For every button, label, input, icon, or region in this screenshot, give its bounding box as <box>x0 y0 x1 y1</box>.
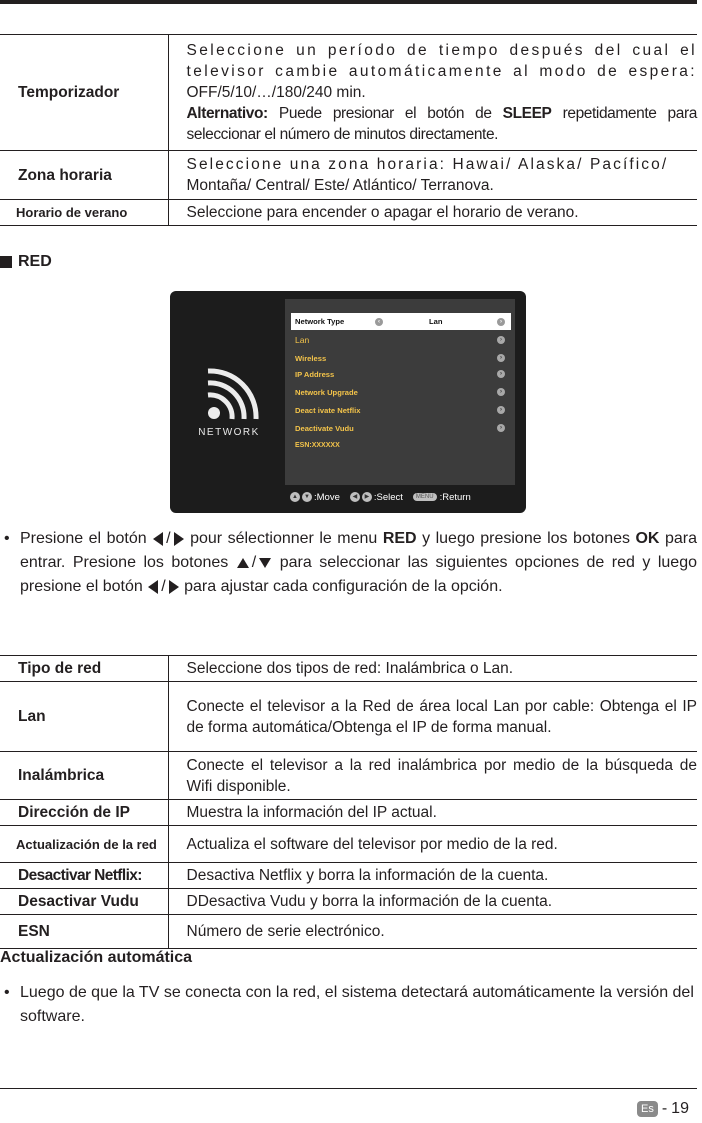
footer-dash: - <box>661 1100 668 1117</box>
chevron-right-icon: › <box>497 370 505 378</box>
alternative-text-2: repetidamente para seleccionar el número de minutos directamente. <box>186 105 697 143</box>
square-bullet-icon <box>0 256 12 268</box>
row-key: Horario de verano <box>0 200 168 226</box>
menu-item-ip-address[interactable] <box>291 367 511 381</box>
bullet-dot: • <box>4 984 10 1001</box>
row-value: Conecte el televisor a la red inalámbrica por medio de la búsqueda de Wifi disponible. <box>168 752 697 800</box>
instruction-text: Presione el botón / pour sélectionner le menu RED y luego presione los botones OK para entrar. Presione los botones / para seleccionar las siguientes opciones de red y luego presione el botón / para ajustar cada configuración de la opción. <box>20 530 698 595</box>
row-key: Temporizador <box>0 35 168 151</box>
bullet-dot: • <box>4 530 10 547</box>
return-hint-label: :Return <box>439 491 471 503</box>
chevron-right-icon: › <box>497 406 505 414</box>
select-hint-label: :Select <box>373 491 403 503</box>
up-arrow-icon <box>237 558 249 568</box>
section-title-text: RED <box>18 253 52 270</box>
timer-options: OFF/5/10/…/180/240 min. <box>186 84 366 101</box>
left-arrow-icon <box>148 580 158 594</box>
row-key: Lan <box>0 682 168 752</box>
row-value <box>168 151 697 200</box>
menu-item-network-upgrade[interactable] <box>291 385 511 399</box>
ok-keyword: OK <box>635 530 660 547</box>
chevron-right-icon: › <box>497 424 505 432</box>
menu-item-label: Network Upgrade <box>295 387 358 397</box>
row-value: DDesactiva Vudu y borra la información de la cuenta. <box>168 889 697 915</box>
auto-update-bullet <box>0 981 697 1029</box>
row-key: Zona horaria <box>0 151 168 200</box>
alternative-text-1: Puede presionar el botón de <box>267 105 503 122</box>
menu-item-deactivate-netflix[interactable] <box>291 403 511 417</box>
move-hint <box>290 492 340 503</box>
right-arrow-icon <box>174 532 184 546</box>
menu-item-label: Wireless <box>295 353 327 363</box>
table-row <box>0 35 697 151</box>
row-key: Desactivar Netflix: <box>0 863 168 889</box>
table-row <box>0 656 697 682</box>
timezone-options: Montaña/ Central/ Este/ Atlántico/ Terranova. <box>186 177 494 194</box>
menu-item-esn <box>291 438 511 452</box>
text-segment: para ajustar cada configuración de la opción. <box>179 578 503 595</box>
text-segment: y luego presione los botones <box>416 530 636 547</box>
down-arrow-icon <box>259 558 271 568</box>
row-key: Dirección de IP <box>0 800 168 826</box>
settings-table-time <box>0 34 697 226</box>
timer-description: Seleccione un período de tiempo después del cual el televisor cambie automáticamente al modo de espera: <box>186 42 697 80</box>
page-footer <box>637 1100 689 1118</box>
network-menu-panel <box>285 299 515 485</box>
row-value: Seleccione para encender o apagar el horario de verano. <box>168 200 697 226</box>
row-key: Inalámbrica <box>0 752 168 800</box>
row-value: Muestra la información del IP actual. <box>168 800 697 826</box>
table-row <box>0 889 697 915</box>
instruction-bullet <box>0 527 697 599</box>
page-number: 19 <box>671 1100 689 1117</box>
network-logo-label: NETWORK <box>198 427 260 438</box>
menu-item-label: Deact ivate Netflix <box>295 405 361 415</box>
chevron-right-icon: › <box>497 388 505 396</box>
arrow-down-icon: ▼ <box>302 492 312 502</box>
row-value: Número de serie electrónico. <box>168 915 697 949</box>
text-segment: pour sélectionner le menu <box>184 530 383 547</box>
chevron-left-icon: ‹ <box>375 318 383 326</box>
network-type-row[interactable] <box>291 313 511 330</box>
select-hint <box>350 492 403 503</box>
row-value: Actualiza el software del televisor por medio de la red. <box>168 826 697 863</box>
row-key: Actualización de la red <box>0 826 168 863</box>
language-badge: Es <box>637 1101 658 1117</box>
menu-item-deactivate-vudu[interactable] <box>291 421 511 435</box>
red-keyword: RED <box>382 530 417 547</box>
row-key: Tipo de red <box>0 656 168 682</box>
table-row <box>0 682 697 752</box>
row-value: Conecte el televisor a la Red de área local Lan por cable: Obtenga el IP de forma automática/Obtenga el IP de forma manual. <box>168 682 697 752</box>
chevron-right-icon: › <box>497 354 505 362</box>
row-value <box>168 35 697 151</box>
menu-item-wireless[interactable] <box>291 351 511 365</box>
sleep-keyword: SLEEP <box>502 105 552 122</box>
row-value: Seleccione dos tipos de red: Inalámbrica o Lan. <box>168 656 697 682</box>
timezone-description: Seleccione una zona horaria: Hawai/ Alaska/ Pacífico/ <box>186 156 669 173</box>
menu-button-icon: MENU <box>413 493 437 501</box>
text-segment: para entrar. Presione los botones <box>20 530 698 571</box>
remote-hints-bar <box>290 489 481 505</box>
alternative-label: Alternativo: <box>186 105 268 122</box>
menu-item-label: Lan <box>295 335 310 345</box>
top-rule <box>0 0 697 4</box>
return-hint <box>413 492 471 503</box>
section-title-red <box>0 253 52 271</box>
arrow-left-icon: ◀ <box>350 492 360 502</box>
table-row <box>0 800 697 826</box>
table-row <box>0 151 697 200</box>
table-row <box>0 752 697 800</box>
network-options-table <box>0 655 697 949</box>
text-segment: para seleccionar las siguientes opciones de red y luego presione el botón <box>20 554 698 595</box>
left-arrow-icon <box>153 532 163 546</box>
network-type-label: Network Type <box>295 317 345 326</box>
menu-item-lan[interactable] <box>291 333 511 347</box>
network-type-value: Lan <box>429 317 443 326</box>
table-row <box>0 200 697 226</box>
menu-item-label: IP Address <box>295 369 335 379</box>
right-arrow-icon <box>169 580 179 594</box>
chevron-right-icon: › <box>497 336 505 344</box>
menu-item-label: ESN:XXXXXX <box>295 441 340 449</box>
network-menu-screenshot <box>170 291 526 513</box>
arrow-up-icon: ▲ <box>290 492 300 502</box>
row-key: Desactivar Vudu <box>0 889 168 915</box>
timer-alternative <box>187 105 697 143</box>
footer-rule <box>0 1088 697 1089</box>
text-segment: Presione el botón <box>20 530 153 547</box>
chevron-right-icon: › <box>497 318 505 326</box>
table-row <box>0 826 697 863</box>
auto-update-text: Luego de que la TV se conecta con la red, el sistema detectará automáticamente la versión del software. <box>20 984 694 1025</box>
subsection-title: Actualización automática <box>0 949 193 966</box>
table-row <box>0 915 697 949</box>
move-hint-label: :Move <box>314 491 340 503</box>
table-row <box>0 863 697 889</box>
row-value: Desactiva Netflix y borra la información de la cuenta. <box>168 863 697 889</box>
menu-item-label: Deactivate Vudu <box>295 423 354 433</box>
row-key: ESN <box>0 915 168 949</box>
arrow-right-icon: ▶ <box>362 492 372 502</box>
